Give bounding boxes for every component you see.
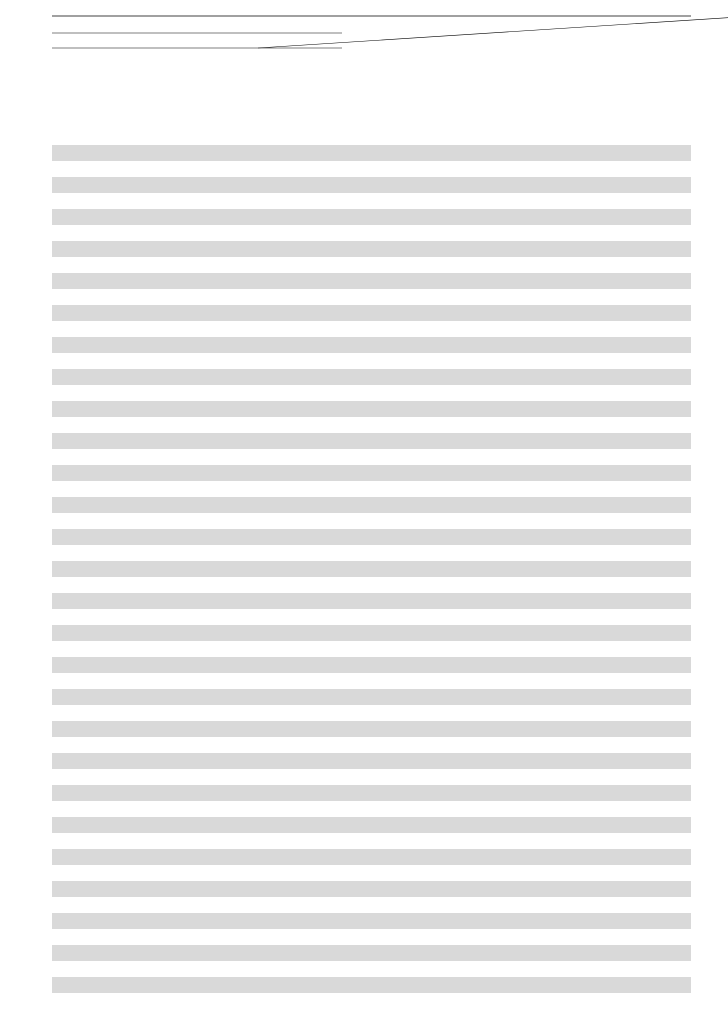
table-row [52, 225, 691, 241]
table-row [52, 401, 691, 417]
table-row [52, 337, 691, 353]
table-row [52, 673, 691, 689]
row-va [316, 705, 343, 721]
row-art-nr [258, 641, 314, 657]
table-row [52, 209, 691, 225]
row-va [316, 449, 343, 465]
row-art-nr [258, 737, 314, 753]
table-row [52, 257, 691, 273]
table-row [52, 385, 691, 401]
row-va [316, 337, 343, 353]
table-row [52, 273, 691, 289]
row-art-nr [258, 817, 314, 833]
table-row [52, 289, 691, 305]
table-row [52, 945, 691, 961]
table-row [52, 433, 691, 449]
table-row [52, 529, 691, 545]
row-art-nr [258, 433, 314, 449]
table-row [52, 561, 691, 577]
row-va [316, 401, 343, 417]
table-row [52, 593, 691, 609]
row-art-nr [258, 977, 314, 993]
table-row [52, 817, 691, 833]
row-va [316, 577, 343, 593]
table-row [52, 625, 691, 641]
table-row [52, 161, 691, 177]
row-art-nr [258, 449, 314, 465]
table-row [52, 545, 691, 561]
row-va [316, 721, 343, 737]
row-va [316, 913, 343, 929]
table-row [52, 417, 691, 433]
table-row [52, 961, 691, 977]
row-art-nr [258, 945, 314, 961]
row-art-nr [258, 401, 314, 417]
row-art-nr [258, 705, 314, 721]
row-art-nr [258, 913, 314, 929]
table-row [52, 977, 691, 993]
row-va [316, 625, 343, 641]
table-row [52, 881, 691, 897]
row-va [316, 321, 343, 337]
row-va [316, 161, 343, 177]
row-art-nr [258, 785, 314, 801]
row-art-nr [258, 465, 314, 481]
row-va [316, 977, 343, 993]
row-va [316, 849, 343, 865]
row-art-nr [258, 337, 314, 353]
row-va [316, 385, 343, 401]
table-row [52, 369, 691, 385]
table-row [52, 481, 691, 497]
row-art-nr [258, 721, 314, 737]
table-row [52, 305, 691, 321]
table-row [52, 321, 691, 337]
table-row [52, 833, 691, 849]
row-art-nr [258, 577, 314, 593]
row-art-nr [258, 689, 314, 705]
table-row [52, 705, 691, 721]
table-row [52, 353, 691, 369]
table-row [52, 657, 691, 673]
table-row [52, 449, 691, 465]
table-row [52, 513, 691, 529]
table-row [52, 641, 691, 657]
row-art-nr [258, 865, 314, 881]
table-row [52, 753, 691, 769]
grid-line [258, 1, 728, 48]
row-va [316, 945, 343, 961]
table-row [52, 897, 691, 913]
row-va [316, 529, 343, 545]
table-row [52, 177, 691, 193]
table-row [52, 689, 691, 705]
row-va [316, 785, 343, 801]
row-va [316, 689, 343, 705]
row-art-nr [258, 513, 314, 529]
row-va [316, 433, 343, 449]
row-va [316, 465, 343, 481]
table-row [52, 721, 691, 737]
table-row [52, 609, 691, 625]
table-row [52, 241, 691, 257]
table-row [52, 193, 691, 209]
row-art-nr [258, 257, 314, 273]
table-row [52, 865, 691, 881]
table-row [52, 929, 691, 945]
row-va [316, 513, 343, 529]
table-row [52, 737, 691, 753]
row-va [316, 609, 343, 625]
row-art-nr [258, 321, 314, 337]
row-art-nr [258, 753, 314, 769]
table-row [52, 913, 691, 929]
row-art-nr [258, 417, 314, 433]
table-row [52, 849, 691, 865]
row-art-nr [258, 161, 314, 177]
row-art-nr [258, 849, 314, 865]
table-row [52, 497, 691, 513]
row-va [316, 641, 343, 657]
row-va [316, 737, 343, 753]
row-art-nr [258, 385, 314, 401]
table-row [52, 145, 691, 161]
row-va [316, 817, 343, 833]
table-row [52, 801, 691, 817]
row-va [316, 257, 343, 273]
row-art-nr [258, 529, 314, 545]
row-va [316, 657, 343, 673]
table-row [52, 785, 691, 801]
table-row [52, 769, 691, 785]
row-art-nr [258, 609, 314, 625]
row-art-nr [258, 657, 314, 673]
row-va [316, 865, 343, 881]
row-art-nr [258, 625, 314, 641]
table-row [52, 577, 691, 593]
row-va [316, 753, 343, 769]
table-row [52, 465, 691, 481]
row-va [316, 417, 343, 433]
